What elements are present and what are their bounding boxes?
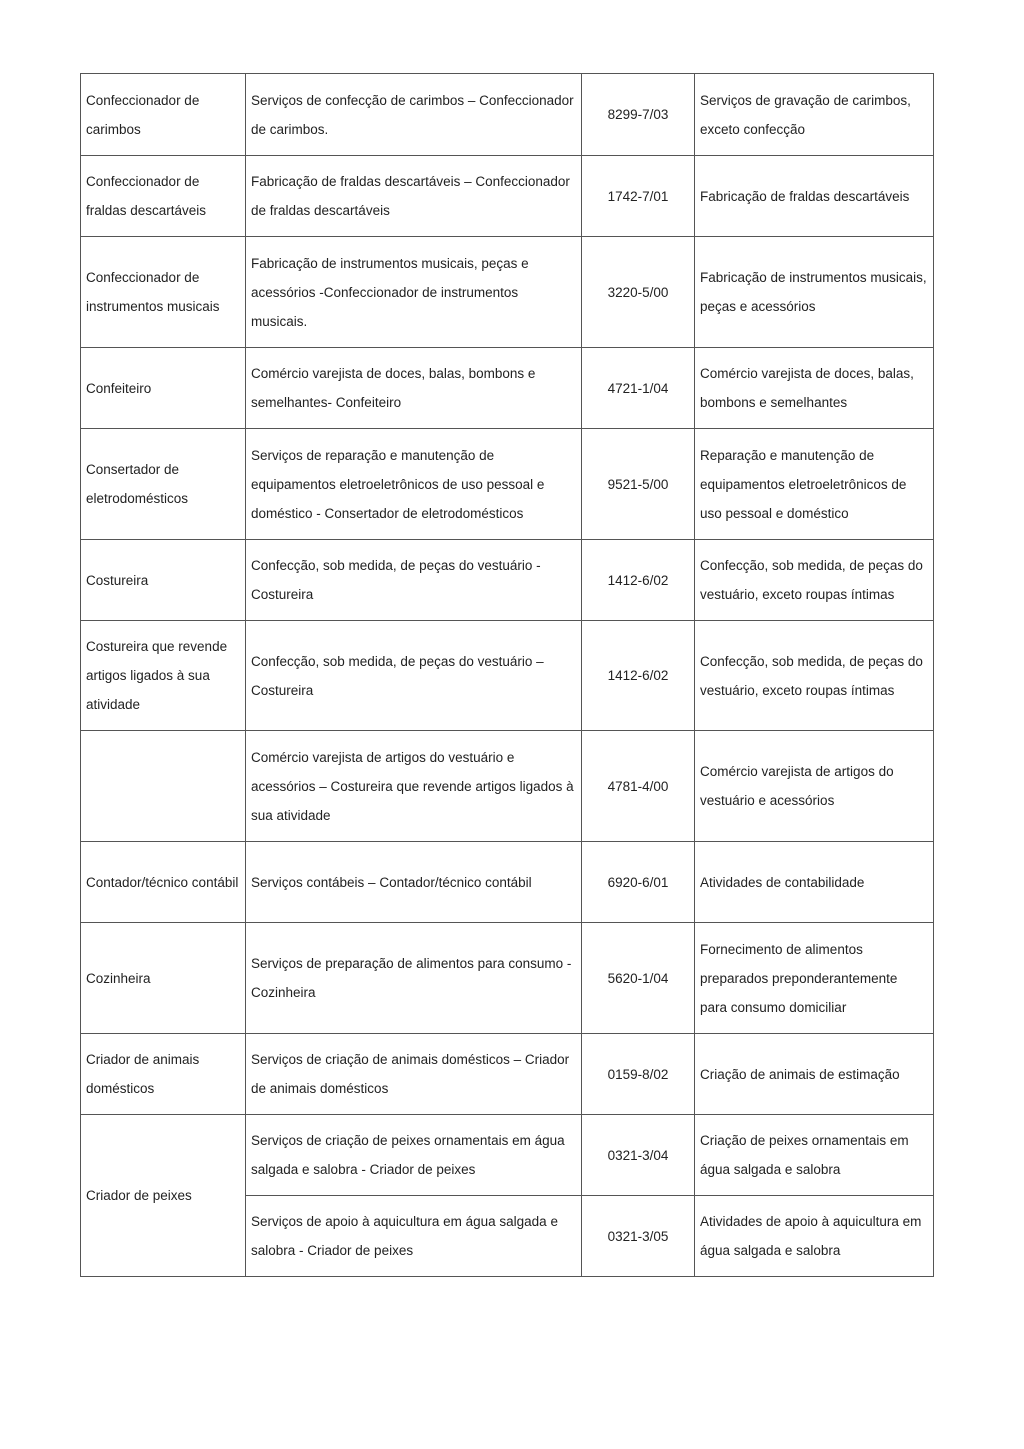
cnae-code-cell: 8299-7/03 [582, 74, 695, 156]
service-cell: Serviços de apoio à aquicultura em água salgada e salobra - Criador de peixes [246, 1196, 582, 1277]
table-row [81, 156, 934, 237]
occupation-cell [81, 731, 246, 842]
occupation-cell: Criador de peixes [81, 1115, 246, 1277]
service-cell: Serviços de reparação e manutenção de equipamentos eletroeletrônicos de uso pessoal e doméstico - Consertador de eletrodomésticos [246, 429, 582, 540]
occupation-cell: Confeiteiro [81, 348, 246, 429]
service-cell: Serviços de preparação de alimentos para consumo - Cozinheira [246, 923, 582, 1034]
service-cell: Confecção, sob medida, de peças do vestuário – Costureira [246, 621, 582, 731]
table-row [81, 348, 934, 429]
table-row [81, 429, 934, 540]
description-cell: Reparação e manutenção de equipamentos eletroeletrônicos de uso pessoal e doméstico [695, 429, 934, 540]
occupation-cell: Confeccionador de fraldas descartáveis [81, 156, 246, 237]
service-cell: Serviços de criação de peixes ornamentais em água salgada e salobra - Criador de peixes [246, 1115, 582, 1196]
cnae-code-cell: 4781-4/00 [582, 731, 695, 842]
cnae-code-cell: 0159-8/02 [582, 1034, 695, 1115]
table-row [81, 237, 934, 348]
cnae-code-cell: 1412-6/02 [582, 621, 695, 731]
table-row [81, 731, 934, 842]
occupation-cell: Confeccionador de instrumentos musicais [81, 237, 246, 348]
description-cell: Fabricação de fraldas descartáveis [695, 156, 934, 237]
table-row [81, 923, 934, 1034]
description-cell: Comércio varejista de artigos do vestuário e acessórios [695, 731, 934, 842]
service-cell: Confecção, sob medida, de peças do vestuário - Costureira [246, 540, 582, 621]
cnae-code-cell: 5620-1/04 [582, 923, 695, 1034]
cnae-code-cell: 0321-3/04 [582, 1115, 695, 1196]
occupation-cell: Confeccionador de carimbos [81, 74, 246, 156]
service-cell: Serviços contábeis – Contador/técnico contábil [246, 842, 582, 923]
service-cell: Comércio varejista de doces, balas, bombons e semelhantes- Confeiteiro [246, 348, 582, 429]
description-cell: Comércio varejista de doces, balas, bombons e semelhantes [695, 348, 934, 429]
cnae-table [80, 73, 934, 1277]
description-cell: Confecção, sob medida, de peças do vestuário, exceto roupas íntimas [695, 621, 934, 731]
table-row [81, 74, 934, 156]
occupation-cell: Costureira que revende artigos ligados à sua atividade [81, 621, 246, 731]
occupation-cell: Contador/técnico contábil [81, 842, 246, 923]
document-page [80, 73, 933, 1277]
cnae-code-cell: 1742-7/01 [582, 156, 695, 237]
service-cell: Serviços de confecção de carimbos – Confeccionador de carimbos. [246, 74, 582, 156]
cnae-code-cell: 4721-1/04 [582, 348, 695, 429]
occupation-cell: Costureira [81, 540, 246, 621]
cnae-code-cell: 3220-5/00 [582, 237, 695, 348]
cnae-code-cell: 0321-3/05 [582, 1196, 695, 1277]
table-row [81, 621, 934, 731]
description-cell: Atividades de apoio à aquicultura em água salgada e salobra [695, 1196, 934, 1277]
description-cell: Confecção, sob medida, de peças do vestuário, exceto roupas íntimas [695, 540, 934, 621]
cnae-code-cell: 9521-5/00 [582, 429, 695, 540]
description-cell: Atividades de contabilidade [695, 842, 934, 923]
service-cell: Serviços de criação de animais domésticos – Criador de animais domésticos [246, 1034, 582, 1115]
description-cell: Criação de peixes ornamentais em água salgada e salobra [695, 1115, 934, 1196]
service-cell: Fabricação de instrumentos musicais, peças e acessórios -Confeccionador de instrumentos musicais. [246, 237, 582, 348]
table-row [81, 1034, 934, 1115]
service-cell: Comércio varejista de artigos do vestuário e acessórios – Costureira que revende artigos ligados à sua atividade [246, 731, 582, 842]
service-cell: Fabricação de fraldas descartáveis – Confeccionador de fraldas descartáveis [246, 156, 582, 237]
description-cell: Serviços de gravação de carimbos, exceto confecção [695, 74, 934, 156]
description-cell: Fornecimento de alimentos preparados preponderantemente para consumo domiciliar [695, 923, 934, 1034]
cnae-code-cell: 6920-6/01 [582, 842, 695, 923]
table-row [81, 842, 934, 923]
description-cell: Criação de animais de estimação [695, 1034, 934, 1115]
table-row [81, 1115, 934, 1196]
table-row [81, 540, 934, 621]
cnae-code-cell: 1412-6/02 [582, 540, 695, 621]
occupation-cell: Cozinheira [81, 923, 246, 1034]
description-cell: Fabricação de instrumentos musicais, peças e acessórios [695, 237, 934, 348]
occupation-cell: Consertador de eletrodomésticos [81, 429, 246, 540]
occupation-cell: Criador de animais domésticos [81, 1034, 246, 1115]
